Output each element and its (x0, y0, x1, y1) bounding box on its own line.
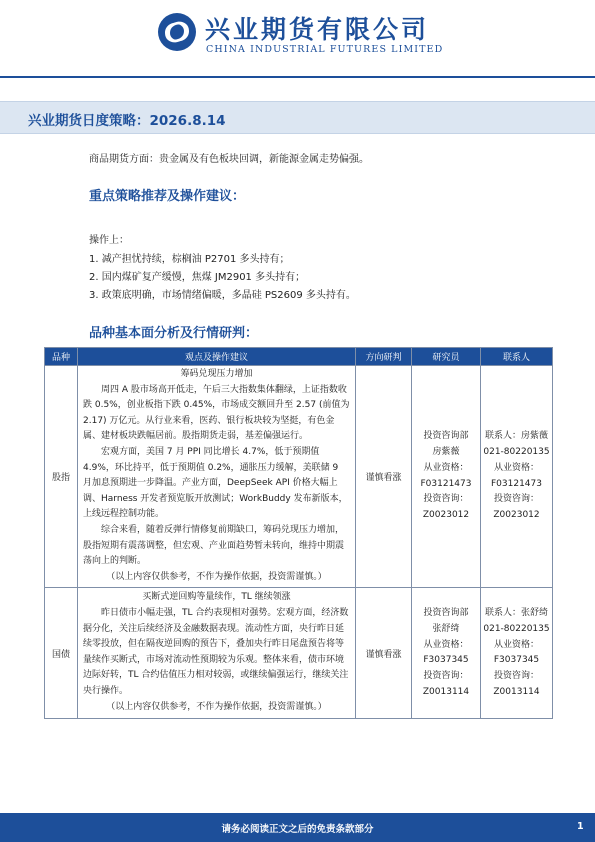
researcher-line: 张舒绮 (432, 623, 460, 634)
researcher-line: 投资咨询部 (423, 431, 469, 442)
analysis-table (44, 347, 553, 719)
view-cell (78, 366, 356, 588)
contact-line: Z0023012 (493, 510, 540, 521)
researcher-cell (412, 366, 481, 588)
contact-line: 从业资格： (493, 639, 539, 650)
disclaimer: （以上内容仅供参考，不作为操作依据，投资需谨慎。） (106, 701, 327, 712)
column-header: 品种 (45, 348, 78, 366)
view-title: 买断式逆回购等量续作，TL 继续领涨 (142, 592, 291, 603)
report-header (0, 0, 595, 76)
direction: 谨慎看涨 (356, 366, 412, 588)
researcher-line: F3037345 (423, 655, 469, 666)
strategy-item: 1. 减产担忧持续，棕榈油 P2701 多头持有； (89, 254, 290, 265)
company-name-en: CHINA INDUSTRIAL FUTURES LIMITED (206, 44, 444, 55)
contact-line: 投资咨询： (493, 671, 539, 682)
contact-line: 投资咨询： (493, 494, 539, 505)
view-paragraph: 周四 A 股市场高开低走，午后三大指数集体翻绿，上证指数收跌 0.5%，创业板指下跌 0.45%，市场成交额回升至 2.57 (前值为 2.17) 万亿元。从行业来看，医药、银行板块较为坚挺，有色金属、建材板块跌幅居前。股指期货走弱，基差偏强运行。 (83, 384, 350, 442)
column-header: 方向研判 (356, 348, 412, 366)
table-row (45, 366, 553, 588)
report-title-bar (0, 101, 595, 134)
researcher-cell (412, 588, 481, 719)
contact-cell (481, 366, 553, 588)
contact-line: F03121473 (491, 478, 542, 489)
strategy-item: 2. 国内煤矿复产缓慢，焦煤 JM2901 多头持有； (89, 272, 306, 283)
strategy-item: 3. 政策底明确，市场情绪偏暖，多晶硅 PS2609 多头持有。 (89, 290, 356, 301)
contact-line: 021-80220135 (483, 447, 550, 458)
ops-label: 操作上： (89, 235, 129, 246)
researcher-line: 投资咨询部 (423, 607, 469, 618)
researcher-line: 从业资格： (423, 462, 469, 473)
contact-line: 联系人：张舒绮 (484, 607, 548, 618)
view-title: 筹码兑现压力增加 (180, 369, 253, 379)
researcher-line: 从业资格： (423, 639, 469, 650)
view-cell (78, 588, 356, 719)
researcher-line: 投资咨询： (423, 671, 469, 682)
contact-line: 联系人：房紫薇 (484, 431, 548, 442)
analysis-heading: 品种基本面分析及行情研判： (89, 326, 259, 341)
researcher-line: 投资咨询： (423, 494, 469, 505)
report-title: 兴业期货日度策略：2026.8.14 (28, 113, 226, 129)
table-header-row (45, 348, 553, 366)
page-number: 1 (577, 821, 584, 832)
market-summary: 商品期货方面：贵金属及有色板块回调，新能源金属走势偏强。 (89, 154, 369, 165)
contact-line: F3037345 (493, 655, 540, 666)
column-header: 研究员 (412, 348, 481, 366)
direction: 谨慎看涨 (356, 588, 412, 719)
view-paragraph: 昨日债市小幅走强，TL 合约表现相对强势。宏观方面，经济数据分化，关注后续经济及金融数据表现。流动性方面，央行昨日延续零投放，但在隔夜逆回购的预告下，叠加央行昨日尾盘预告将等量续作买断式，市场对流动性预期较为乐观。整体来看，债市环境边际好转，TL 合约估值压力相对较弱，或继续偏强运行，继续关注央行操作。 (83, 608, 349, 696)
contact-line: Z0013114 (493, 686, 540, 697)
company-logo-icon (157, 12, 197, 52)
strategy-heading: 重点策略推荐及操作建议： (89, 189, 246, 204)
researcher-line: Z0013114 (422, 686, 470, 697)
researcher-line: F03121473 (420, 478, 472, 489)
company-name-cn: 兴业期货有限公司 (205, 15, 430, 44)
header-divider (0, 76, 595, 78)
researcher-line: 房紫薇 (432, 447, 460, 458)
table-row (45, 588, 553, 719)
product-name: 股指 (45, 366, 78, 588)
product-name: 国债 (45, 588, 78, 719)
disclaimer: （以上内容仅供参考，不作为操作依据，投资需谨慎。） (106, 571, 327, 582)
view-paragraph: 综合来看，随着反弹行情修复前期缺口，筹码兑现压力增加，股指短期有震荡调整，但宏观、产业面趋势暂未转向，维持中期震荡向上的判断。 (83, 524, 345, 567)
contact-line: 从业资格： (493, 462, 539, 473)
contact-line: 021-80220135 (483, 623, 550, 634)
contact-cell (481, 588, 553, 719)
researcher-line: Z0023012 (422, 510, 470, 521)
column-header: 联系人 (481, 348, 553, 366)
page-footer (0, 813, 595, 842)
view-paragraph: 宏观方面，美国 7 月 PPI 同比增长 4.7%，低于预期值 4.9%，环比持平，低于预期值 0.2%，通胀压力缓解，美联储 9 月加息预期进一步降温。产业方面，DeepSeek API 价格大幅上调、Harness 开发者预览版开放测试；WorkBuddy 发布新版本，上线远程控制功能。 (83, 446, 348, 520)
disclaimer-notice: 请务必阅读正文之后的免责条款部分 (221, 824, 374, 835)
column-header: 观点及操作建议 (78, 348, 356, 366)
